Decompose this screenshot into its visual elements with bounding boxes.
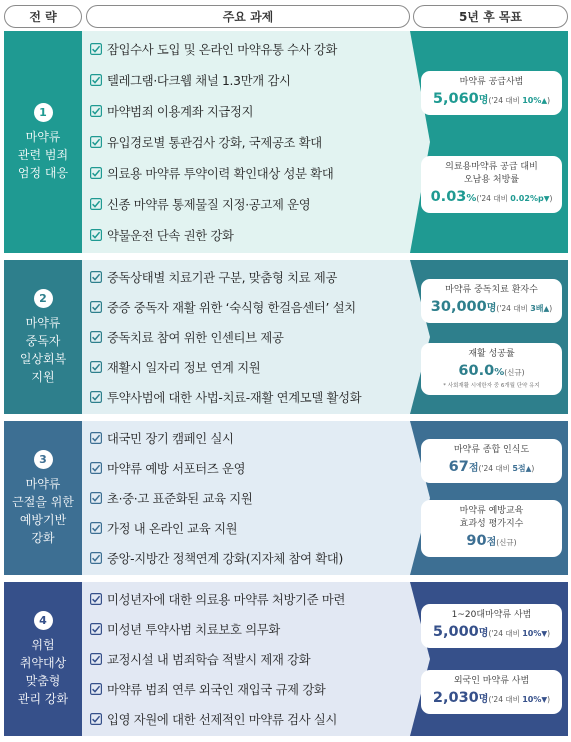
- goal-label: 마약류 예방교육: [459, 506, 524, 517]
- task-text: 마약범죄 이용계좌 지급정지: [107, 104, 254, 119]
- strategy-section-4: [4, 582, 568, 736]
- task-item: [90, 590, 410, 608]
- goal-unit: %: [466, 192, 477, 204]
- checkbox-icon: [90, 43, 102, 55]
- checkbox-icon: [90, 713, 102, 725]
- goal-change-note: [496, 538, 516, 547]
- goal-card: [421, 500, 562, 557]
- goal-note-suffix: ): [549, 304, 553, 314]
- task-item: [90, 459, 410, 477]
- goal-card: [421, 439, 562, 483]
- checkbox-icon: [90, 683, 102, 695]
- goal-label: 마약류 종합 인식도: [453, 444, 530, 455]
- goal-note-suffix: ): [549, 193, 553, 203]
- goal-change-note: [504, 368, 524, 377]
- task-text: 미성년 투약사범 치료보호 의무화: [107, 623, 280, 637]
- task-item: [90, 429, 410, 447]
- strategy-category-line: 취약대상: [19, 655, 67, 670]
- task-item: [90, 133, 410, 151]
- goal-value: 0.03: [430, 188, 467, 205]
- goal-value: 5,060: [432, 91, 479, 108]
- strategy-category-line: 맞춤형: [25, 673, 61, 688]
- checkbox-icon: [90, 331, 102, 343]
- goal-value-row: [423, 531, 560, 552]
- strategy-category-line: 예방기반: [19, 512, 67, 527]
- goal-value-row: [423, 688, 560, 709]
- goal-list: [421, 582, 562, 736]
- task-item: [90, 268, 410, 286]
- decrease-arrow-icon: ▼: [543, 193, 550, 203]
- goal-card: [421, 71, 562, 115]
- task-text: 중독상태별 치료기관 구분, 맞춤형 치료 제공: [107, 271, 338, 285]
- checkbox-icon: [90, 271, 102, 283]
- goal-list: [421, 31, 562, 253]
- task-item: [90, 71, 410, 89]
- goal-label: 마약류 중독치료 환자수: [445, 285, 538, 296]
- increase-arrow-icon: ▲: [541, 96, 548, 106]
- task-list: [82, 260, 410, 414]
- decrease-arrow-icon: ▼: [541, 695, 548, 704]
- task-item: [90, 489, 410, 507]
- goal-change-note: [488, 629, 550, 638]
- goal-card: [421, 156, 562, 213]
- goal-value-row: [423, 89, 560, 110]
- strategy-category-line: 마약류: [25, 315, 61, 330]
- strategy-category-line: 지원: [31, 369, 55, 384]
- strategy-category: [4, 421, 82, 575]
- strategy-category-line: 관리 강화: [17, 691, 69, 706]
- task-text: 중앙-지방간 정책연계 강화(지자체 참여 확대): [107, 552, 343, 566]
- goal-label: 재활 성공률: [468, 348, 515, 359]
- task-text: 초·중·고 표준화된 교육 지원: [107, 492, 253, 506]
- checkbox-icon: [90, 492, 102, 504]
- task-item: [90, 650, 410, 668]
- goal-value: 2,030: [432, 690, 479, 706]
- strategy-number-badge: 3: [34, 450, 53, 469]
- task-item: [90, 102, 410, 120]
- goal-card: [421, 343, 562, 395]
- goal-value: 90: [466, 533, 487, 550]
- goal-card: [421, 604, 562, 648]
- goal-note-prefix: (신규): [504, 367, 525, 377]
- header-5yr-goals: 5년 후 목표: [413, 5, 568, 28]
- checkbox-icon: [90, 623, 102, 635]
- goal-card: [421, 670, 562, 714]
- goal-label: 외국인 마약류 사범: [453, 676, 530, 686]
- goal-change-note: [488, 695, 550, 704]
- task-list: [82, 31, 410, 253]
- goal-note-prefix: ('24 대비: [496, 304, 531, 314]
- task-text: 중독치료 참여 위한 인센티브 제공: [107, 331, 284, 345]
- goal-note-suffix: ): [531, 463, 535, 473]
- checkbox-icon: [90, 105, 102, 117]
- checkbox-icon: [90, 229, 102, 241]
- goal-label: 1~20대마약류 사범: [451, 610, 532, 620]
- goal-unit: 명: [478, 694, 489, 705]
- decrease-arrow-icon: ▼: [541, 629, 548, 638]
- goal-unit: %: [494, 366, 505, 378]
- goal-note-prefix: ('24 대비: [488, 96, 523, 106]
- goal-note-prefix: ('24 대비: [478, 463, 513, 473]
- task-text: 교정시설 내 범죄학습 적발시 제재 강화: [107, 653, 311, 667]
- strategy-number-badge: 2: [34, 289, 53, 308]
- task-item: [90, 519, 410, 537]
- goal-note-prefix: ('24 대비: [488, 629, 523, 638]
- goal-label: 의료용마약류 공급 대비: [445, 161, 538, 172]
- goal-note-change: 10%: [522, 695, 542, 704]
- task-text: 투약사범에 대한 사법-치료-재활 연계모델 활성화: [107, 391, 362, 405]
- goal-note-prefix: ('24 대비: [488, 695, 523, 704]
- task-item: [90, 680, 410, 698]
- strategy-category: [4, 260, 82, 414]
- checkbox-icon: [90, 462, 102, 474]
- strategy-section-3: [4, 421, 568, 575]
- task-text: 유입경로별 통관검사 강화, 국제공조 확대: [107, 135, 322, 150]
- goal-note-change: 3배: [530, 304, 544, 314]
- task-text: 가정 내 온라인 교육 지원: [107, 522, 238, 536]
- goal-unit: 명: [478, 628, 489, 639]
- strategy-section-2: [4, 260, 568, 414]
- goal-change-note: [496, 304, 552, 313]
- goal-value: 30,000: [430, 299, 487, 316]
- task-item: [90, 710, 410, 728]
- goal-note-suffix: ): [547, 695, 551, 704]
- goal-note-change: 10%: [522, 629, 542, 638]
- goal-value-row: [423, 622, 560, 643]
- checkbox-icon: [90, 74, 102, 86]
- task-item: [90, 226, 410, 244]
- goal-list: [421, 260, 562, 414]
- goal-note-prefix: (신규): [496, 538, 517, 548]
- goal-value: 5,000: [432, 624, 479, 640]
- strategy-number-badge: 1: [34, 103, 53, 122]
- goal-panel: [410, 421, 568, 575]
- checkbox-icon: [90, 653, 102, 665]
- goal-change-note: [479, 464, 535, 473]
- goal-value-row: [423, 297, 560, 318]
- task-text: 재활시 일자리 정보 연계 지원: [107, 361, 261, 375]
- task-item: [90, 195, 410, 213]
- goal-unit: 점: [486, 537, 497, 549]
- goal-card: [421, 279, 562, 323]
- increase-arrow-icon: ▲: [543, 304, 550, 314]
- task-text: 신종 마약류 통제물질 지정·공고제 운영: [107, 198, 311, 213]
- goal-value: 67: [448, 458, 469, 475]
- goal-label: 마약류 공급사범: [459, 77, 524, 88]
- strategy-category-line: 마약류: [25, 129, 61, 144]
- task-list: [82, 421, 410, 575]
- goal-note-change: 5점: [512, 463, 526, 473]
- checkbox-icon: [90, 136, 102, 148]
- task-item: [90, 40, 410, 58]
- checkbox-icon: [90, 593, 102, 605]
- goal-panel: [410, 31, 568, 253]
- strategy-category: [4, 582, 82, 736]
- task-text: 약물운전 단속 권한 강화: [107, 229, 234, 244]
- checkbox-icon: [90, 167, 102, 179]
- goal-value-row: [423, 457, 560, 478]
- goal-panel: [410, 260, 568, 414]
- goal-note-change: 0.02%p: [510, 193, 544, 203]
- task-item: [90, 549, 410, 567]
- task-item: [90, 328, 410, 346]
- strategy-number-badge: 4: [34, 611, 53, 630]
- goal-list: [421, 421, 562, 575]
- checkbox-icon: [90, 198, 102, 210]
- strategy-category: [4, 31, 82, 253]
- goal-value-row: [423, 187, 560, 208]
- task-item: [90, 358, 410, 376]
- goal-unit: 명: [478, 95, 489, 107]
- task-text: 미성년자에 대한 의료용 마약류 처방기준 마련: [107, 593, 346, 607]
- strategy-category-line: 마약류: [25, 476, 61, 491]
- goal-note-suffix: ): [547, 96, 551, 106]
- task-item: [90, 620, 410, 638]
- strategy-category-line: 일상회복: [19, 351, 67, 366]
- task-text: 대국민 장기 캠페인 실시: [107, 432, 234, 446]
- goal-value-row: [423, 361, 560, 382]
- goal-unit: 점: [468, 462, 479, 474]
- goal-footnote: * 사회재활 시에한자 중 6개월 단약 유지: [443, 382, 540, 389]
- header-strategy: 전 략: [4, 5, 82, 28]
- checkbox-icon: [90, 301, 102, 313]
- task-text: 텔레그램·다크웹 채널 1.3만개 감시: [107, 73, 291, 88]
- strategy-category-line: 중독자: [25, 333, 61, 348]
- goal-unit: 명: [486, 303, 497, 315]
- checkbox-icon: [90, 432, 102, 444]
- goal-change-note: [476, 194, 552, 203]
- strategy-category-line: 엄정 대응: [17, 165, 69, 180]
- goal-label: 효과성 평가지수: [459, 519, 524, 530]
- goal-note-change: 10%: [522, 96, 542, 106]
- strategy-category-line: 위험: [31, 637, 55, 652]
- strategy-section-1: [4, 31, 568, 253]
- task-text: 의료용 마약류 투약이력 확인대상 성분 확대: [107, 167, 334, 182]
- task-text: 입영 자원에 대한 선제적인 마약류 검사 실시: [107, 713, 338, 727]
- task-item: [90, 298, 410, 316]
- goal-value: 60.0: [458, 362, 495, 379]
- goal-label: 오남용 처방률: [463, 174, 520, 185]
- checkbox-icon: [90, 552, 102, 564]
- checkbox-icon: [90, 361, 102, 373]
- goal-note-suffix: ): [547, 629, 551, 638]
- task-text: 잠입수사 도입 및 온라인 마약유통 수사 강화: [107, 42, 338, 57]
- strategy-category-line: 강화: [31, 530, 55, 545]
- checkbox-icon: [90, 522, 102, 534]
- task-text: 중증 중독자 재활 위한 ‘숙식형 한걸음센터’ 설치: [107, 301, 356, 315]
- strategy-category-line: 근절을 위한: [12, 494, 74, 509]
- goal-change-note: [488, 96, 550, 105]
- strategy-category-line: 관련 범죄: [17, 147, 69, 162]
- task-item: [90, 388, 410, 406]
- task-item: [90, 164, 410, 182]
- checkbox-icon: [90, 391, 102, 403]
- goal-panel: [410, 582, 568, 736]
- task-list: [82, 582, 410, 736]
- header-main-tasks: 주요 과제: [86, 5, 410, 28]
- task-text: 마약류 예방 서포터즈 운영: [107, 462, 246, 476]
- increase-arrow-icon: ▲: [525, 463, 532, 473]
- goal-note-prefix: ('24 대비: [476, 193, 511, 203]
- task-text: 마약류 범죄 연루 외국인 재입국 규제 강화: [107, 683, 326, 697]
